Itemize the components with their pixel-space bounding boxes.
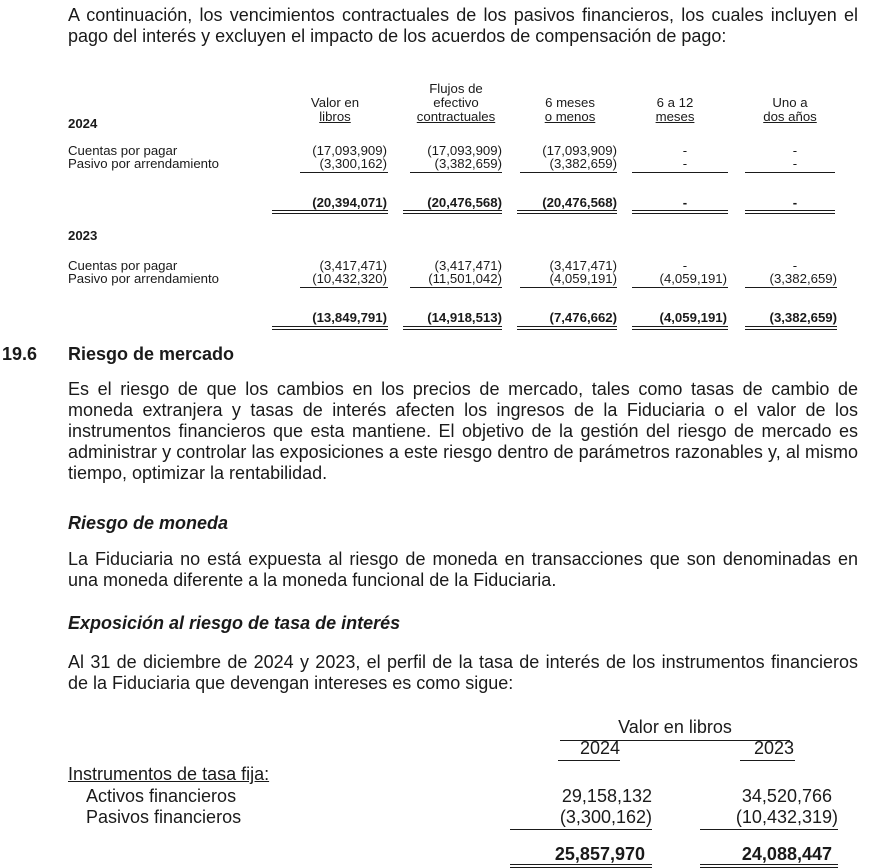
cell: (17,093,909): [427, 143, 502, 158]
col-header-contract-flows: Flujos de efectivo contractuales: [416, 81, 496, 124]
row-label: Cuentas por pagar: [68, 143, 178, 158]
year-2024: 2024: [579, 738, 620, 758]
cell: (11,501,042): [428, 271, 502, 286]
subtotal-rule: [510, 829, 652, 830]
currency-risk-title: Riesgo de moneda: [68, 513, 229, 533]
cell: (4,059,191): [659, 271, 727, 286]
subtotal-rule: [520, 172, 617, 173]
currency-risk-body: La Fiduciaria no está expuesta al riesgo de moneda en transacciones que son denominadas en una moneda diferente a la moneda funcional de la Fiduciaria.: [68, 549, 858, 590]
rate-risk-title: Exposición al riesgo de tasa de interés: [68, 613, 401, 633]
total-double-rule: [632, 326, 728, 330]
total-cell: (7,476,662): [549, 310, 617, 325]
total-double-rule: [272, 210, 388, 214]
year-label-2023: 2023: [68, 228, 98, 243]
cell: (3,417,471): [319, 258, 387, 273]
fixed-rate-group: Instrumentos de tasa fija:: [68, 764, 270, 784]
col-header-carrying-value: Valor en libros: [310, 95, 360, 124]
cell: (10,432,319): [735, 807, 838, 827]
total-double-rule: [745, 210, 835, 214]
rate-table-header: Valor en libros: [618, 717, 732, 737]
cell: (3,382,659): [549, 156, 617, 171]
subtotal-rule: [745, 287, 837, 288]
col-header-one-to-two-years: Uno a dos años: [763, 95, 817, 124]
total-cell: -: [682, 195, 688, 210]
total-double-rule: [403, 210, 502, 214]
total-cell: (20,394,071): [312, 195, 387, 210]
col-header-six-to-twelve: 6 a 12 meses: [655, 95, 695, 124]
total-cell: (3,382,659): [769, 310, 837, 325]
row-label: Cuentas por pagar: [68, 258, 178, 273]
row-label: Pasivo por arrendamiento: [68, 156, 220, 171]
col-header-six-months: 6 meses o menos: [544, 95, 596, 124]
subtotal-rule: [745, 172, 835, 173]
total-cell: 24,088,447: [741, 844, 832, 864]
subtotal-rule: [700, 829, 838, 830]
row-label: Pasivos financieros: [86, 807, 242, 827]
total-cell: (14,918,513): [427, 310, 502, 325]
cell: -: [792, 143, 798, 158]
year-rule: [558, 760, 620, 761]
subtotal-rule: [632, 172, 728, 173]
cell: (3,417,471): [549, 258, 617, 273]
total-cell: (20,476,568): [542, 195, 617, 210]
rate-risk-body: Al 31 de diciembre de 2024 y 2023, el perfil de la tasa de interés de los instrumentos financieros de la Fiduciaria que devengan intereses es como sigue:: [68, 652, 858, 693]
subtotal-rule: [410, 172, 502, 173]
row-label: Activos financieros: [86, 786, 237, 806]
year-label-2024: 2024: [68, 116, 98, 131]
subtotal-rule: [410, 287, 502, 288]
total-cell: -: [792, 195, 798, 210]
subtotal-rule: [300, 287, 388, 288]
cell: (10,432,320): [312, 271, 387, 286]
cell: 29,158,132: [561, 786, 652, 806]
total-cell: (13,849,791): [312, 310, 387, 325]
total-double-rule: [517, 210, 617, 214]
total-double-rule: [403, 326, 502, 330]
cell: (3,382,659): [434, 156, 502, 171]
total-double-rule: [632, 210, 728, 214]
total-double-rule: [510, 864, 652, 868]
cell: (3,382,659): [769, 271, 837, 286]
cell: -: [792, 156, 798, 171]
cell: 34,520,766: [741, 786, 832, 806]
cell: -: [682, 258, 688, 273]
cell: -: [682, 156, 688, 171]
cell: -: [682, 143, 688, 158]
total-double-rule: [700, 864, 838, 868]
total-cell: 25,857,970: [554, 844, 645, 864]
year-2023: 2023: [753, 738, 794, 758]
total-double-rule: [272, 326, 388, 330]
cell: -: [792, 258, 798, 273]
year-rule: [740, 760, 795, 761]
subtotal-rule: [300, 172, 388, 173]
cell: (3,300,162): [319, 156, 387, 171]
section-title: Riesgo de mercado: [68, 344, 235, 364]
total-cell: (20,476,568): [427, 195, 502, 210]
total-double-rule: [517, 326, 617, 330]
row-label: Pasivo por arrendamiento: [68, 271, 220, 286]
subtotal-rule: [632, 287, 728, 288]
subtotal-rule: [520, 287, 617, 288]
cell: (17,093,909): [312, 143, 387, 158]
cell: (17,093,909): [542, 143, 617, 158]
cell: (4,059,191): [549, 271, 617, 286]
section-number: 19.6: [2, 344, 38, 364]
cell: (3,417,471): [434, 258, 502, 273]
total-cell: (4,059,191): [659, 310, 727, 325]
intro-paragraph: A continuación, los vencimientos contractuales de los pasivos financieros, los cuales incluyen el pago del interés y excluyen el impacto de los acuerdos de compensación de pago:: [68, 5, 858, 46]
cell: (3,300,162): [559, 807, 652, 827]
total-double-rule: [745, 326, 837, 330]
section-body: Es el riesgo de que los cambios en los precios de mercado, tales como tasas de cambio de moneda extranjera y tasas de interés afecten los ingresos de la Fiduciaria o el valor de los instrumentos financieros que esta mantiene. El objetivo de la gestión del riesgo de mercado es administrar y controlar las exposiciones a este riesgo dentro de parámetros razonables y, al mismo tiempo, optimizar la rentabilidad.: [68, 379, 858, 483]
